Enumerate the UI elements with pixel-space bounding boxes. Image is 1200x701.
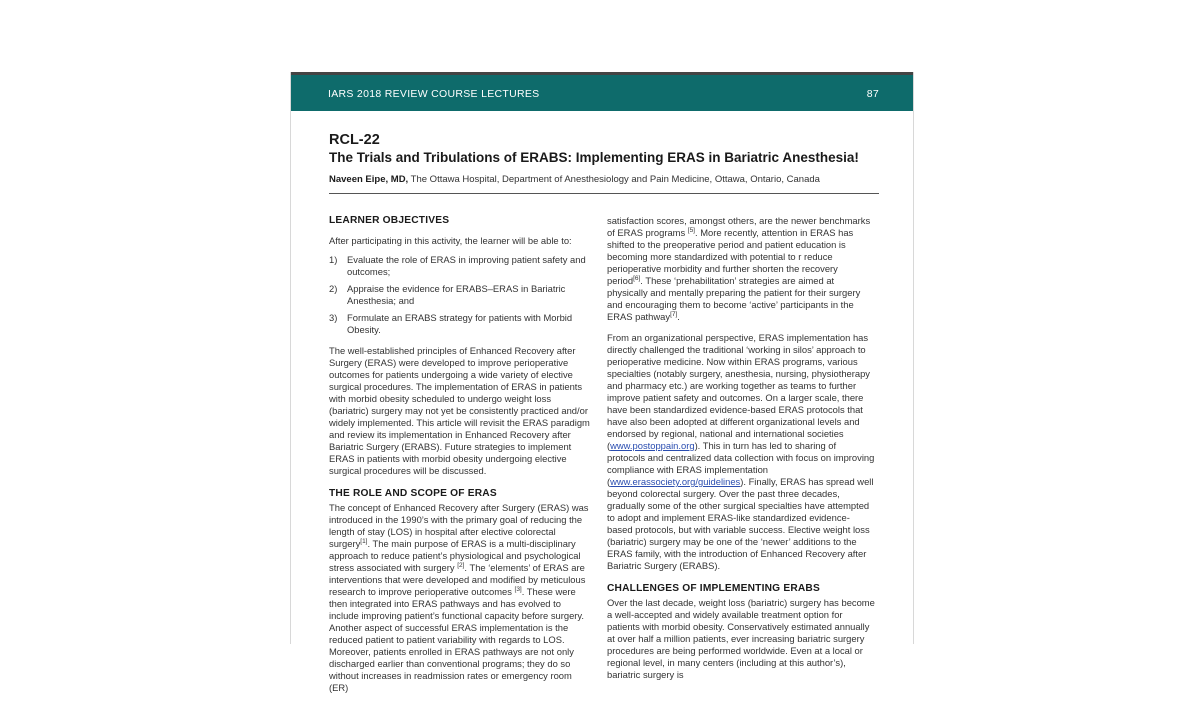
- paragraph-role: [329, 502, 591, 694]
- reference-5: [5]: [687, 226, 695, 234]
- objective-number: 3): [329, 312, 338, 323]
- reference-7: [7]: [670, 310, 678, 318]
- article-title: The Trials and Tribulations of ERABS: Implementing ERAS in Bariatric Anesthesia!: [329, 150, 859, 165]
- paragraph-benchmarks: [607, 215, 875, 323]
- text-span: . These were then integrated into ERAS pathways and has evolved to include improving patient’s functional capacity before surgery. Another aspect of successful ERAS implementation is the reduced patient to patient variability with regards to LOS. Moreover, patients enrolled in ERAS pathways are not only discharged earlier than conventional programs; they do so without increases in readmission rates or emergency room (ER): [329, 586, 585, 693]
- reference-6: [6]: [633, 274, 641, 282]
- heading-learner-objectives: LEARNER OBJECTIVES: [329, 215, 450, 226]
- objective-number: 1): [329, 254, 338, 265]
- article-code: RCL-22: [329, 132, 380, 148]
- text-span: ). Finally, ERAS has spread well beyond colorectal surgery. Over the past three decades, gradually some of the other surgical specialties have attempted to adopt and implement ERAS-like standardized evidence-based protocols, but with variable success. Elective weight loss (bariatric) surgery may be one of the ‘newer’ additions to the ERAS family, with the introduction of Enhanced Recovery after Bariatric Surgery (ERABS).: [607, 476, 874, 571]
- objective-item: [329, 312, 591, 336]
- objective-text: Formulate an ERABS strategy for patients with Morbid Obesity.: [347, 312, 573, 335]
- page-number: 87: [866, 88, 879, 100]
- paragraph-organizational: [607, 332, 875, 572]
- text-span: The concept of Enhanced Recovery after Surgery (ERAS) was introduced in the 1990’s with the primary goal of reducing the length of stay (LOS) in hospital after elective colorectal surgery: [329, 502, 589, 549]
- objectives-intro: After participating in this activity, the learner will be able to:: [329, 235, 572, 246]
- text-span: . The main purpose of ERAS is a multi-disciplinary approach to reduce patient’s physiological and psychological stress associated with surgery: [329, 538, 581, 573]
- heading-role-scope: THE ROLE AND SCOPE OF ERAS: [329, 488, 497, 499]
- heading-challenges: CHALLENGES OF IMPLEMENTING ERABS: [607, 583, 820, 594]
- header-banner: [291, 75, 913, 111]
- text-span: . More recently, attention in ERAS has shifted to the preoperative period and patient education is becoming more standardized with potential to r reduce perioperative morbidity and further shorten the recovery period: [607, 227, 854, 286]
- objective-text: Appraise the evidence for ERABS–ERAS in Bariatric Anesthesia; and: [347, 283, 566, 306]
- author-name: Naveen Eipe, MD,: [329, 174, 409, 185]
- header-divider: [329, 193, 879, 194]
- objective-number: 2): [329, 283, 338, 294]
- text-span: ). This in turn has led to sharing of protocols and centralized data collection with focus on improving compliance with ERAS implementation (: [607, 440, 875, 487]
- link-erassociety[interactable]: www.erassociety.org/guidelines: [610, 476, 741, 487]
- author-affiliation: The Ottawa Hospital, Department of Anesthesiology and Pain Medicine, Ottawa, Ontario, Canada: [408, 174, 820, 185]
- paragraph-challenges: Over the last decade, weight loss (bariatric) surgery has become a well-accepted and widely available treatment option for patients with morbid obesity. Conservatively estimated annually at over half a million patients, ever increasing bariatric surgery procedures are being performed worldwide. Even at a local or regional level, in many centers (including at this author’s), bariatric surgery is: [607, 597, 875, 680]
- text-span: From an organizational perspective, ERAS implementation has directly challenged the traditional ‘working in silos’ approach to perioperative medicine. Now within ERAS programs, various specialties (notably surgery, anesthesia, nursing, physiotherapy and pharmacy etc.) are working together as teams to further improve patient safety and outcomes. On a larger scale, there have been standardized evidence-based ERAS protocols that have also been adopted at different organizational levels and endorsed by regional, national and international societies (: [607, 332, 870, 451]
- text-span: .: [677, 311, 680, 322]
- text-span: . These ‘prehabilitation’ strategies are aimed at physically and mentally preparing the patient for their surgery and encouraging them to become ‘active’ participants in the ERAS pathway: [607, 275, 861, 322]
- paragraph-principles: The well-established principles of Enhanced Recovery after Surgery (ERAS) were developed to improve perioperative outcomes for patients undergoing a wide variety of elective surgical procedures. The implementation of ERAS in patients with morbid obesity scheduled to undergo weight loss (bariatric) surgery may not yet be consistently practiced and/or widely implemented. This article will revisit the ERAS paradigm and review its implementation in Enhanced Recovery after Bariatric Surgery (ERABS). Future strategies to implement ERAS in patients with morbid obesity undergoing elective surgical procedures will be discussed.: [329, 345, 590, 476]
- reference-1: [1]: [360, 537, 368, 545]
- objective-item: [329, 283, 591, 307]
- right-column: [607, 215, 875, 688]
- text-span: . The ‘elements’ of ERAS are interventions that were developed and modified by meticulous research to improve perioperative outcomes: [329, 562, 586, 597]
- objective-text: Evaluate the role of ERAS in improving patient safety and outcomes;: [347, 254, 586, 277]
- link-postoppain[interactable]: www.postoppain.org: [610, 440, 695, 451]
- article-header: [329, 132, 879, 185]
- objective-item: [329, 254, 591, 278]
- reference-3: [3]: [514, 585, 522, 593]
- reference-2: [2]: [457, 561, 465, 569]
- course-title: IARS 2018 REVIEW COURSE LECTURES: [328, 88, 540, 100]
- text-span: satisfaction scores, amongst others, are the newer benchmarks of ERAS programs: [607, 215, 871, 238]
- author-line: [329, 174, 879, 185]
- document-page: [290, 72, 914, 693]
- left-column: [329, 215, 591, 701]
